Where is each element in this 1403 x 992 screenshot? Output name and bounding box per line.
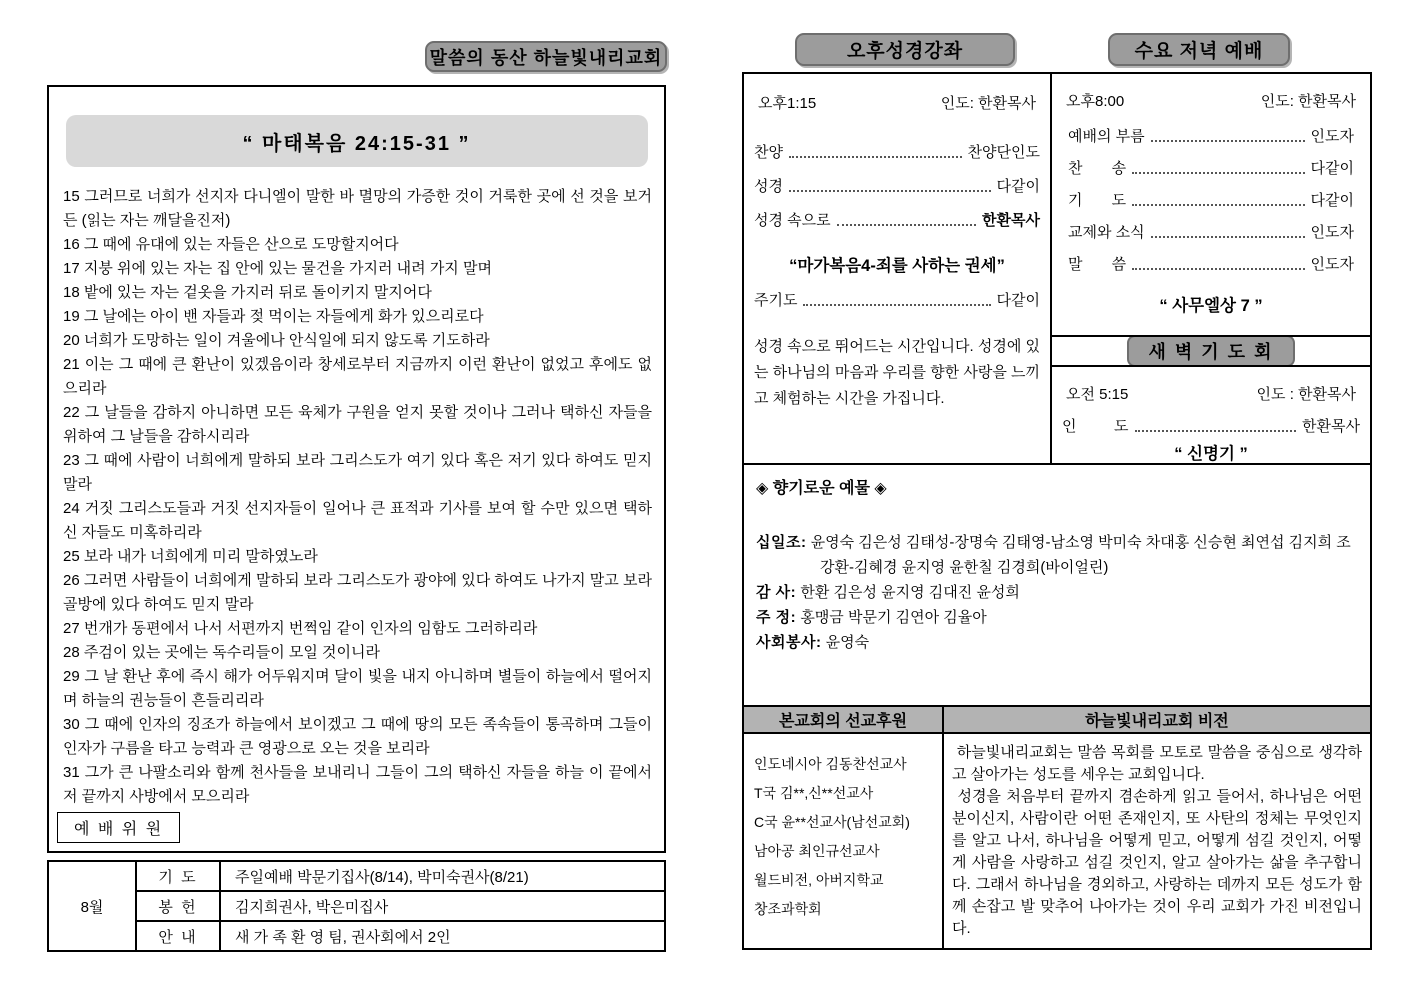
offering-names: 홍맹금 박문기 김연아 김율아 [800,609,987,626]
church-masthead: 말씀의 동산 하늘빛내리교회 [425,41,667,72]
offering-row [756,580,1358,605]
scripture-verses [63,185,652,809]
verse: 26 그러면 사람들이 너희에게 말하되 보라 그리스도가 광야에 있다 하여도 나가지 말고 보라 골방에 있다 하여도 믿지 말라 [63,572,652,613]
sermon-title: “마가복음4-죄를 사하는 권세” [789,257,1005,275]
dawn-scripture: “ 신명기 ” [1174,445,1248,463]
offering-names: 한환 김은성 윤지영 김대진 윤성희 [800,584,1020,601]
dotted-leader [1132,172,1304,174]
list-item: 인도네시아 김동찬선교사 [754,756,907,772]
committee-row-label: 기 도 [136,861,220,891]
dotted-leader [837,224,976,226]
verse: 22 그 날들을 감하지 아니하면 모든 육체가 구원을 얻지 못할 것이나 그러나 택하신 자들을 위하여 그 날들을 감하시리라 [63,404,652,445]
service-item: 성경 다같이 [754,178,1040,195]
service-time: 오후1:15 [758,95,817,112]
offering-row-tithe [756,530,1358,580]
time-leader-row [1066,383,1356,404]
church-vision-header: 하늘빛내리교회 비전 [944,707,1370,734]
offering-names: 윤영숙 [825,634,870,651]
mission-support-list [744,734,944,948]
verse: 29 그 날 환난 후에 즉시 해가 어두워지며 달이 빛을 내지 아니하며 별들이 하늘에서 떨어지며 하늘의 권능들이 흔들리리라 [63,668,652,709]
verse: 20 너희가 도망하는 일이 겨울에나 안식일에 되지 않도록 기도하라 [63,332,490,349]
list-item: 남아공 최인규선교사 [754,843,880,859]
worship-committee-label: 예 배 위 원 [57,812,180,843]
verse: 24 거짓 그리스도들과 거짓 선지자들이 일어나 큰 표적과 기사를 보여 할 수만 있으면 택하신 자들도 미혹하리라 [63,500,652,541]
offering-label: 감 사: [756,584,797,601]
offerings-header: ◈ 향기로운 예물 ◈ [756,480,887,497]
table-row [48,921,665,951]
service-item: 찬 송 다같이 [1068,160,1354,177]
verse: 15 그러므로 너희가 선지자 다니엘이 말한 바 멸망의 가증한 것이 거룩한 곳에 선 것을 보거든 (읽는 자는 깨달을진저) [63,188,652,229]
table-row [48,861,665,891]
dotted-leader [803,304,990,306]
offering-row [756,630,1358,655]
verse: 31 그가 큰 나팔소리와 함께 천사들을 보내리니 그들이 그의 택하신 자들을 하늘 이 끝에서 저 끝까지 사방에서 모으리라 [63,764,652,805]
vision-paragraph: 성경을 처음부터 끝까지 겸손하게 읽고 들어서, 하나님은 어떤 분이신지, 사람이란 어떤 존재인지, 또 사탄의 정체는 무엇인지를 알고 나서, 하나님을 어떻게 믿고, 어떻게 섬길 것인지, 어떻게 사람을 사랑하고 섬길 것인지, 알고 살아가는 삶을 추구합니다. 그래서 하나님을 경외하고, 사랑하는 데까지 모든 성도가 함께 손잡고 발 맞추어 나아가는 것이 우리 교회가 가진 비전입니다. [952,788,1367,937]
verse: 18 밭에 있는 자는 겉옷을 가지러 뒤로 돌이키지 말지어다 [63,284,432,301]
lecture-description: 성경 속으로 뛰어드는 시간입니다. 성경에 있는 하나님의 마음과 우리를 향한 사랑을 느끼고 체험하는 시간을 가집니다. [754,338,1040,407]
worship-committee-table [47,860,666,952]
verse: 21 이는 그 때에 큰 환난이 있겠음이라 창세로부터 지금까지 이런 환난이 없었고 후에도 없으리라 [63,356,652,397]
offerings-section [744,465,1370,707]
service-item: 기 도 다같이 [1068,192,1354,209]
order-of-worship-page [742,72,1372,950]
dotted-leader [1132,204,1304,206]
service-leader: 인도: 한환목사 [1260,93,1356,110]
service-item: 인 도 한환목사 [1062,418,1360,435]
dawn-prayer-header-band [1052,337,1370,367]
service-item: 성경 속으로 한환목사 [754,212,1040,229]
list-item: 창조과학회 [754,901,822,917]
verse: 16 그 때에 유대에 있는 자들은 산으로 도망할지어다 [63,236,399,253]
offering-label: 십일조: [756,534,807,551]
verse: 23 그 때에 사람이 너희에게 말하되 보라 그리스도가 여기 있다 혹은 저기 있다 하여도 믿지 말라 [63,452,652,493]
scripture-passage-title: “ 마태복음 24:15-31 ” [66,115,648,167]
offering-label: 사회봉사: [756,634,822,651]
wednesday-scripture: “ 사무엘상 7 ” [1159,297,1263,315]
time-leader-row [1066,90,1356,111]
offering-names: 윤영숙 김은성 김태성-장명숙 김태영-남소영 박미숙 차대홍 신승현 최연섭 김지희 조강환-김혜경 윤지영 윤한칠 김경희(바이얼린) [810,534,1351,576]
wednesday-worship-section [1052,74,1370,337]
afternoon-bible-lecture-section [744,74,1052,465]
committee-row-value: 새 가 족 환 영 팀, 권사회에서 2인 [220,921,665,951]
service-time: 오후8:00 [1066,93,1125,110]
service-leader: 인도 : 한환목사 [1256,386,1356,403]
offering-label: 주 정: [756,609,797,626]
afternoon-bible-lecture-header: 오후성경강좌 [795,33,1015,66]
service-item: 주기도 다같이 [754,292,1040,309]
verse: 28 주검이 있는 곳에는 독수리들이 모일 것이니라 [63,644,381,661]
dotted-leader [789,156,962,158]
verse: 25 보라 내가 너희에게 미리 말하였노라 [63,548,318,565]
offering-row [756,605,1358,630]
table-row [48,891,665,921]
wednesday-evening-worship-header: 수요 저녁 예배 [1108,33,1290,66]
dawn-prayer-header: 새 벽 기 도 회 [1127,337,1296,367]
dotted-leader [1151,236,1305,238]
list-item: T국 김**,신**선교사 [754,785,874,801]
committee-row-label: 안 내 [136,921,220,951]
list-item: 월드비전, 아버지학교 [754,872,884,888]
dotted-leader [1135,430,1297,432]
mission-support-header: 본교회의 선교후원 [744,707,944,734]
service-item: 교제와 소식 인도자 [1068,224,1354,241]
dotted-leader [1132,268,1304,270]
service-leader: 인도: 한환목사 [940,95,1036,112]
dotted-leader [789,190,991,192]
committee-row-value: 주일예배 박문기집사(8/14), 박미숙권사(8/21) [220,861,665,891]
verse: 17 지붕 위에 있는 자는 집 안에 있는 물건을 가지러 내려 가지 말며 [63,260,492,277]
verse: 27 번개가 동편에서 나서 서편까지 번쩍임 같이 인자의 임함도 그러하리라 [63,620,538,637]
committee-month: 8월 [48,861,136,951]
service-item: 예배의 부름 인도자 [1068,128,1354,145]
verse: 30 그 때에 인자의 징조가 하늘에서 보이겠고 그 때에 땅의 모든 족속들이 통곡하며 그들이 인자가 구름을 타고 능력과 큰 영광으로 오는 것을 보리라 [63,716,652,757]
time-leader-row [758,92,1036,113]
service-item: 말 씀 인도자 [1068,256,1354,273]
scripture-page [47,85,666,853]
list-item: C국 윤**선교사(남선교회) [754,814,910,830]
verse: 19 그 날에는 아이 밴 자들과 젖 먹이는 자들에게 화가 있으리로다 [63,308,484,325]
service-time: 오전 5:15 [1066,386,1129,403]
church-vision-text [944,734,1370,948]
dawn-prayer-section [1052,367,1370,465]
committee-row-label: 봉 헌 [136,891,220,921]
dotted-leader [1151,140,1305,142]
vision-paragraph: 하늘빛내리교회는 말씀 목회를 모토로 말씀을 중심으로 생각하고 살아가는 성도를 세우는 교회입니다. [952,744,1363,783]
committee-row-value: 김지희권사, 박은미집사 [220,891,665,921]
service-item: 찬양 찬양단인도 [754,144,1040,161]
